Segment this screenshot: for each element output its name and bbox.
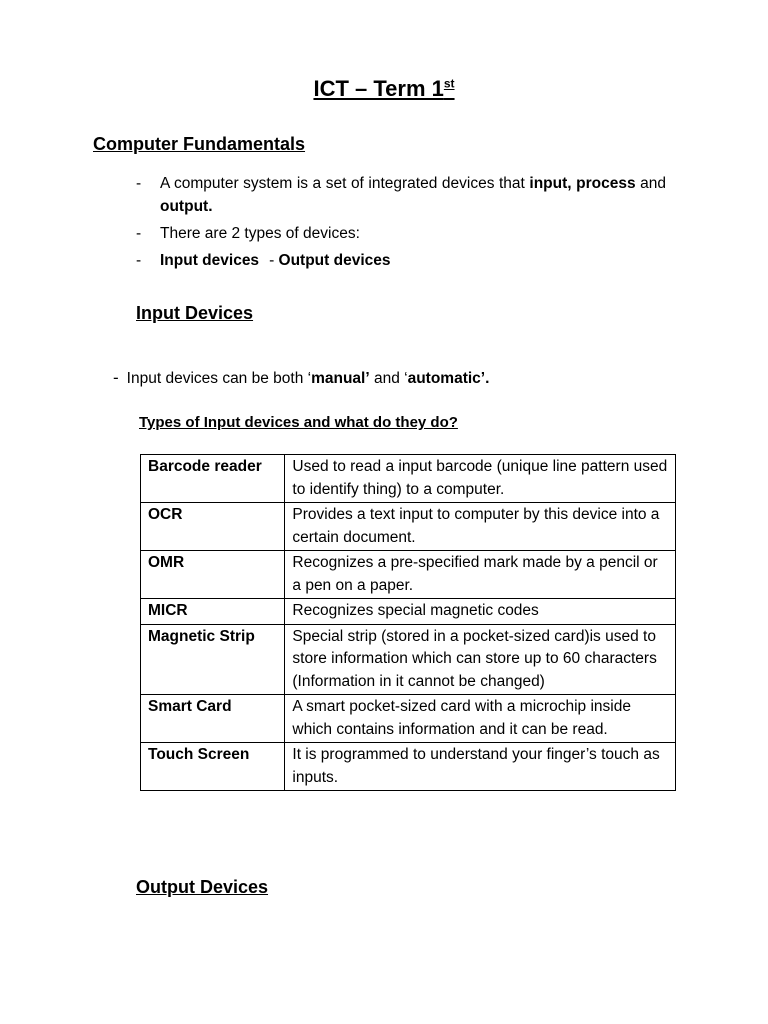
inline-separator: - (269, 252, 279, 269)
line-text: and ‘ (369, 370, 408, 387)
input-devices-table (140, 454, 676, 791)
device-name-cell: Touch Screen (141, 743, 285, 791)
device-description-cell: Used to read a input barcode (unique line pattern used to identify thing) to a computer. (285, 455, 676, 503)
device-name-cell: OCR (141, 503, 285, 551)
line-text: Input devices can be both ‘ (126, 370, 312, 387)
bold-term-output: output. (160, 198, 213, 215)
section-heading-input-devices: Input Devices (136, 303, 254, 323)
bullet-item-device-types (136, 249, 666, 272)
device-name-cell: OMR (141, 551, 285, 599)
bullet-item-definition (136, 172, 666, 218)
table-row (141, 503, 676, 551)
bold-term-output-devices: Output devices (278, 252, 391, 269)
device-description-cell: It is programmed to understand your finger’s touch as inputs. (285, 743, 676, 791)
section-heading-computer-fundamentals: Computer Fundamentals (93, 134, 306, 154)
bold-term-automatic: automatic’. (407, 370, 490, 387)
bold-term-input-devices: Input devices (160, 252, 260, 269)
bullet-text: and (635, 175, 666, 192)
device-description-cell: Recognizes special magnetic codes (285, 599, 676, 625)
input-devices-manual-automatic-line (113, 368, 489, 388)
page-title (0, 76, 768, 102)
table-row (141, 695, 676, 743)
bold-term-manual: manual’ (311, 370, 370, 387)
device-description-cell: Provides a text input to computer by this device into a certain document. (285, 503, 676, 551)
device-name-cell: Barcode reader (141, 455, 285, 503)
fundamentals-bullet-list (136, 172, 666, 272)
table-row (141, 743, 676, 791)
bullet-dash: - (113, 368, 119, 387)
bold-term-process: process (576, 175, 636, 192)
page-title-superscript: st (443, 76, 455, 91)
section-heading-output-devices: Output Devices (136, 877, 269, 897)
subheading-types-of-input-devices: Types of Input devices and what do they do? (139, 414, 458, 431)
device-description-cell: Recognizes a pre-specified mark made by a pencil or a pen on a paper. (285, 551, 676, 599)
device-name-cell: Magnetic Strip (141, 624, 285, 695)
bold-term-input: input, (529, 175, 572, 192)
device-description-cell: Special strip (stored in a pocket-sized card)is used to store information which can store up to 60 characters (Information in it cannot be changed) (285, 624, 676, 695)
page-title-text: ICT – Term 1 (313, 76, 444, 101)
table-row (141, 599, 676, 625)
table-row (141, 455, 676, 503)
bullet-dash: - (136, 225, 142, 242)
table-row (141, 624, 676, 695)
bullet-dash: - (136, 252, 142, 269)
device-name-cell: MICR (141, 599, 285, 625)
table-row (141, 551, 676, 599)
bullet-item-types-count (136, 222, 666, 245)
device-name-cell: Smart Card (141, 695, 285, 743)
bullet-text: There are 2 types of devices: (160, 225, 360, 242)
bullet-dash: - (136, 175, 142, 192)
bullet-text: A computer system is a set of integrated devices that (160, 175, 530, 192)
device-description-cell: A smart pocket-sized card with a microchip inside which contains information and it can be read. (285, 695, 676, 743)
